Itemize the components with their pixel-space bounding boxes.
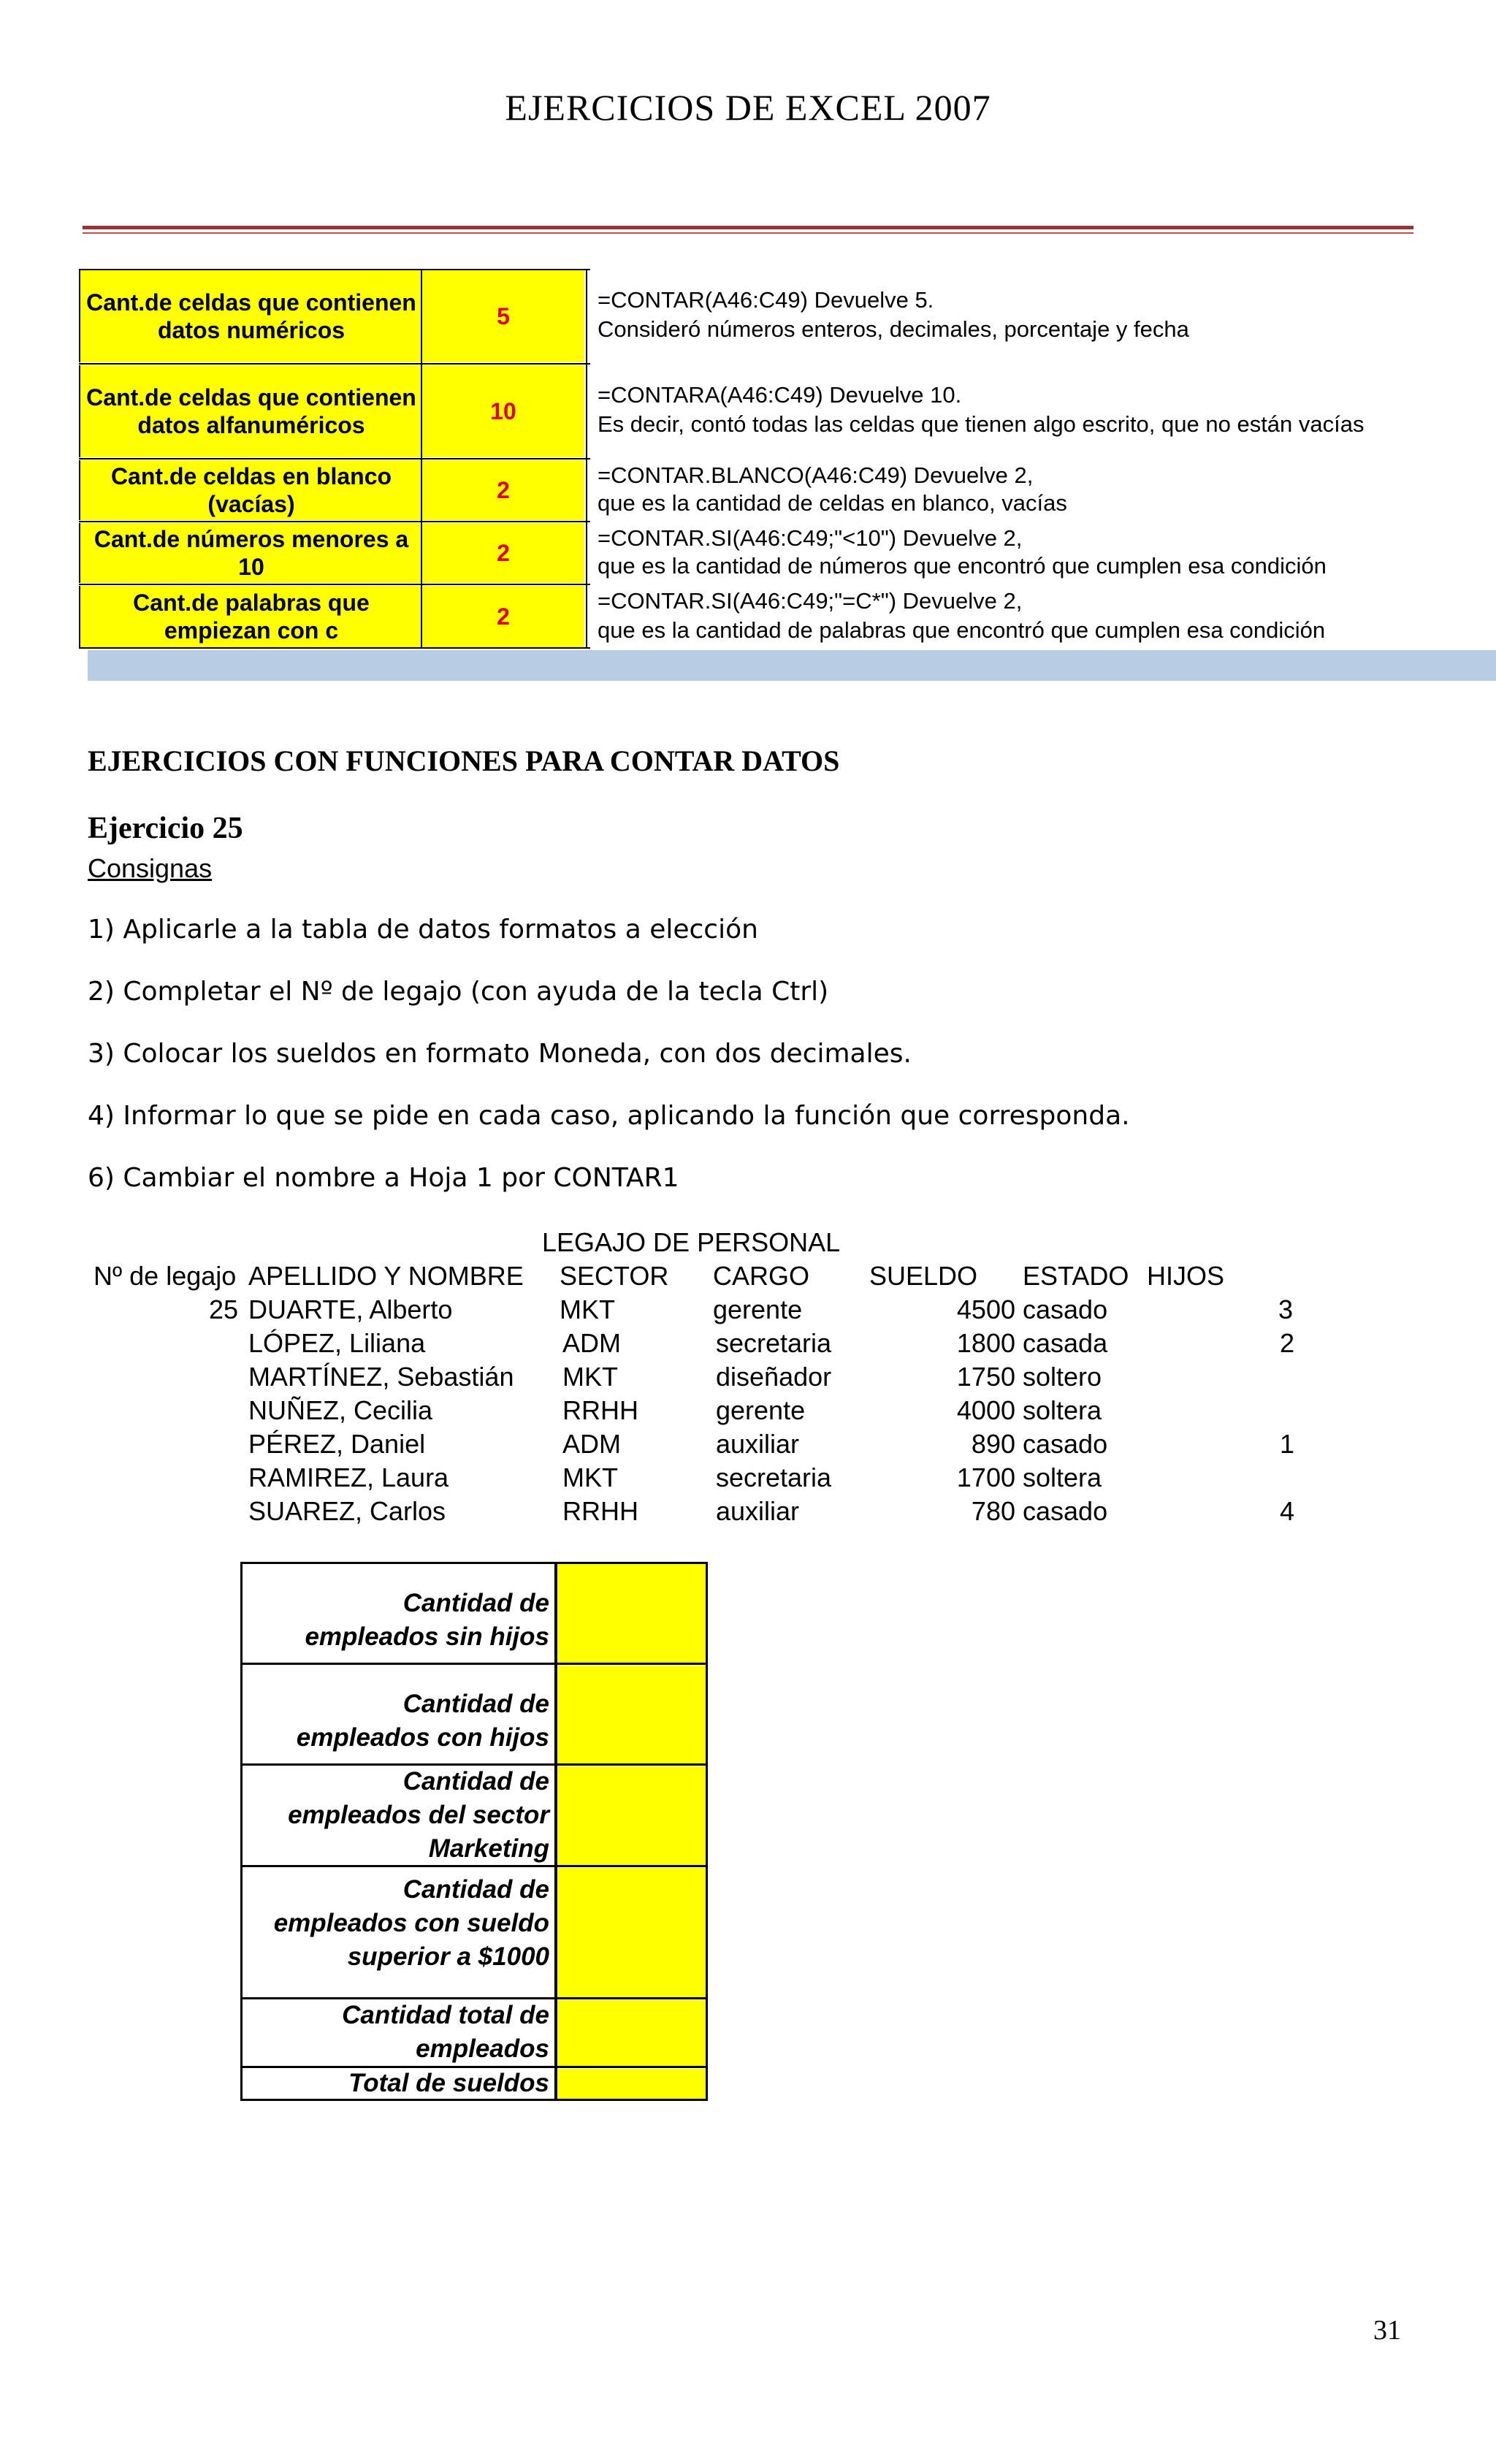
legajo-title: LEGAJO DE PERSONAL: [542, 1227, 841, 1257]
instruction-item: 3) Colocar los sueldos en formato Moneda, con dos decimales.: [88, 1039, 912, 1069]
cell-cargo: diseñador: [716, 1362, 832, 1392]
cell-name: PÉREZ, Daniel: [248, 1429, 426, 1459]
cell-cargo: secretaria: [716, 1328, 832, 1358]
summary-description: que es la cantidad de números que encontró que cumplen esa condición: [598, 553, 1327, 579]
cell-sector: RRHH: [562, 1496, 638, 1526]
grid-line: [79, 584, 590, 585]
header-rule-thin: [83, 232, 1413, 234]
cell-sueldo: 4000: [956, 1395, 1015, 1425]
question-label: [243, 1676, 549, 1755]
instruction-item: 2) Completar el Nº de legajo (con ayuda de la tecla Ctrl): [88, 977, 829, 1007]
grid-line: [554, 1562, 557, 2101]
page-number: 31: [1373, 2315, 1401, 2346]
summary-value: 10: [422, 365, 584, 457]
summary-formula: =CONTARA(A46:C49) Devuelve 10.: [598, 382, 962, 408]
question-line: empleados con sueldo: [273, 1909, 549, 1937]
grid-line: [79, 647, 590, 649]
column-header: APELLIDO Y NOMBRE: [248, 1261, 524, 1291]
cell-name: LÓPEZ, Liliana: [248, 1328, 426, 1358]
cell-hijos: 4: [1279, 1496, 1294, 1526]
grid-line: [79, 269, 590, 270]
question-line: Cantidad de: [402, 1589, 549, 1617]
column-header: HIJOS: [1147, 1261, 1225, 1291]
answer-cell[interactable]: [557, 1766, 706, 1865]
question-label: [243, 2068, 549, 2100]
cell-sector: MKT: [562, 1362, 618, 1392]
cell-sueldo: 1700: [956, 1462, 1015, 1492]
summary-formula: =CONTAR.SI(A46:C49;"=C*") Devuelve 2,: [598, 588, 1023, 614]
column-header: SECTOR: [560, 1261, 669, 1291]
cell-sueldo: 890: [971, 1429, 1015, 1459]
summary-description: Es decir, contó todas las celdas que tienen algo escrito, que no están vacías: [598, 411, 1365, 437]
question-line: Marketing: [428, 1834, 549, 1863]
answer-cell[interactable]: [557, 2000, 706, 2066]
column-header: SUELDO: [869, 1261, 978, 1291]
cell-sector: RRHH: [562, 1395, 638, 1425]
cell-name: DUARTE, Alberto: [248, 1294, 453, 1324]
grid-line: [240, 1663, 708, 1665]
cell-hijos: 3: [1278, 1294, 1293, 1324]
grid-line: [586, 269, 587, 649]
column-header: CARGO: [713, 1261, 810, 1291]
cell-sector: ADM: [562, 1429, 621, 1459]
cell-name: SUAREZ, Carlos: [248, 1496, 446, 1526]
cell-estado: casado: [1023, 1429, 1108, 1459]
summary-value: 2: [422, 586, 584, 647]
cell-num: 25: [208, 1294, 238, 1324]
cell-estado: casada: [1023, 1328, 1108, 1358]
question-line: Cantidad total de: [342, 2001, 549, 2029]
exercise-title: Ejercicio 25: [88, 812, 243, 845]
cell-estado: soltera: [1023, 1462, 1102, 1492]
summary-label: Cant.de palabras que empiezan con c: [79, 586, 422, 647]
page-header-title: EJERCICIOS DE EXCEL 2007: [505, 87, 991, 128]
cell-estado: casado: [1023, 1496, 1108, 1526]
summary-description: que es la cantidad de celdas en blanco, vacías: [598, 490, 1067, 516]
header-rule: [83, 226, 1413, 229]
cell-sueldo: 4500: [956, 1294, 1015, 1324]
grid-line: [79, 521, 590, 522]
summary-value: 5: [422, 270, 584, 362]
answer-cell[interactable]: [557, 1564, 706, 1663]
question-line: empleados: [416, 2034, 549, 2063]
column-header: ESTADO: [1023, 1261, 1129, 1291]
cell-estado: soltero: [1023, 1362, 1102, 1392]
cell-cargo: auxiliar: [716, 1496, 800, 1526]
summary-label: Cant.de números menores a 10: [79, 523, 422, 583]
instruction-item: 6) Cambiar el nombre a Hoja 1 por CONTAR1: [88, 1163, 679, 1193]
cell-sector: ADM: [562, 1328, 621, 1358]
question-line: Cantidad de: [402, 1690, 549, 1718]
summary-value: 2: [422, 460, 584, 520]
cell-sueldo: 780: [971, 1496, 1015, 1526]
question-label: [243, 1873, 549, 1974]
question-label: [243, 2000, 549, 2066]
exercise-subtitle: Consignas: [88, 853, 213, 883]
answer-cell[interactable]: [557, 1666, 706, 1763]
grid-line: [421, 269, 422, 649]
summary-label: Cant.de celdas que contienen datos alfanuméricos: [79, 365, 422, 457]
section-title: EJERCICIOS CON FUNCIONES PARA CONTAR DATOS: [88, 744, 840, 777]
question-line: Total de sueldos: [348, 2069, 549, 2097]
summary-formula: =CONTAR(A46:C49) Devuelve 5.: [598, 287, 934, 313]
summary-formula: =CONTAR.BLANCO(A46:C49) Devuelve 2,: [598, 462, 1034, 488]
cell-estado: casado: [1023, 1294, 1108, 1324]
cell-sueldo: 1750: [956, 1362, 1015, 1392]
summary-value: 2: [422, 523, 584, 583]
instruction-item: 1) Aplicarle a la tabla de datos formatos a elección: [88, 915, 758, 945]
cell-cargo: gerente: [713, 1294, 803, 1324]
question-line: Cantidad de: [402, 1767, 549, 1796]
summary-description: Consideró números enteros, decimales, porcentaje y fecha: [598, 316, 1189, 342]
summary-label: Cant.de celdas que contienen datos numéricos: [79, 270, 422, 362]
question-label: [243, 1765, 549, 1866]
cell-sector: MKT: [560, 1294, 615, 1324]
instruction-item: 4) Informar lo que se pide en cada caso, aplicando la función que corresponda.: [88, 1101, 1130, 1131]
cell-estado: soltera: [1023, 1395, 1102, 1425]
summary-description: que es la cantidad de palabras que encontró que cumplen esa condición: [598, 617, 1326, 643]
question-label: [243, 1575, 549, 1654]
column-header: Nº de legajo: [94, 1261, 237, 1291]
answer-cell[interactable]: [557, 2069, 706, 2099]
cell-sueldo: 1800: [956, 1328, 1015, 1358]
cell-hijos: 2: [1279, 1328, 1294, 1358]
grid-line: [79, 363, 590, 365]
question-line: empleados sin hijos: [305, 1622, 549, 1651]
question-line: empleados del sector: [288, 1801, 549, 1829]
question-line: Cantidad de: [402, 1875, 549, 1904]
summary-label: Cant.de celdas en blanco (vacías): [79, 460, 422, 520]
grid-line: [79, 458, 590, 459]
cell-cargo: gerente: [716, 1395, 806, 1425]
cell-hijos: 1: [1279, 1429, 1294, 1459]
cell-cargo: auxiliar: [716, 1429, 800, 1459]
blue-band: [88, 650, 1496, 681]
question-line: superior a $1000: [347, 1942, 549, 1971]
cell-cargo: secretaria: [716, 1462, 832, 1492]
answer-cell[interactable]: [557, 1868, 706, 1997]
summary-formula: =CONTAR.SI(A46:C49;"<10") Devuelve 2,: [598, 525, 1023, 551]
cell-sector: MKT: [562, 1462, 618, 1492]
cell-name: RAMIREZ, Laura: [248, 1462, 449, 1492]
cell-name: NUÑEZ, Cecilia: [248, 1395, 433, 1425]
question-line: empleados con hijos: [296, 1723, 549, 1752]
cell-name: MARTÍNEZ, Sebastián: [248, 1362, 514, 1392]
